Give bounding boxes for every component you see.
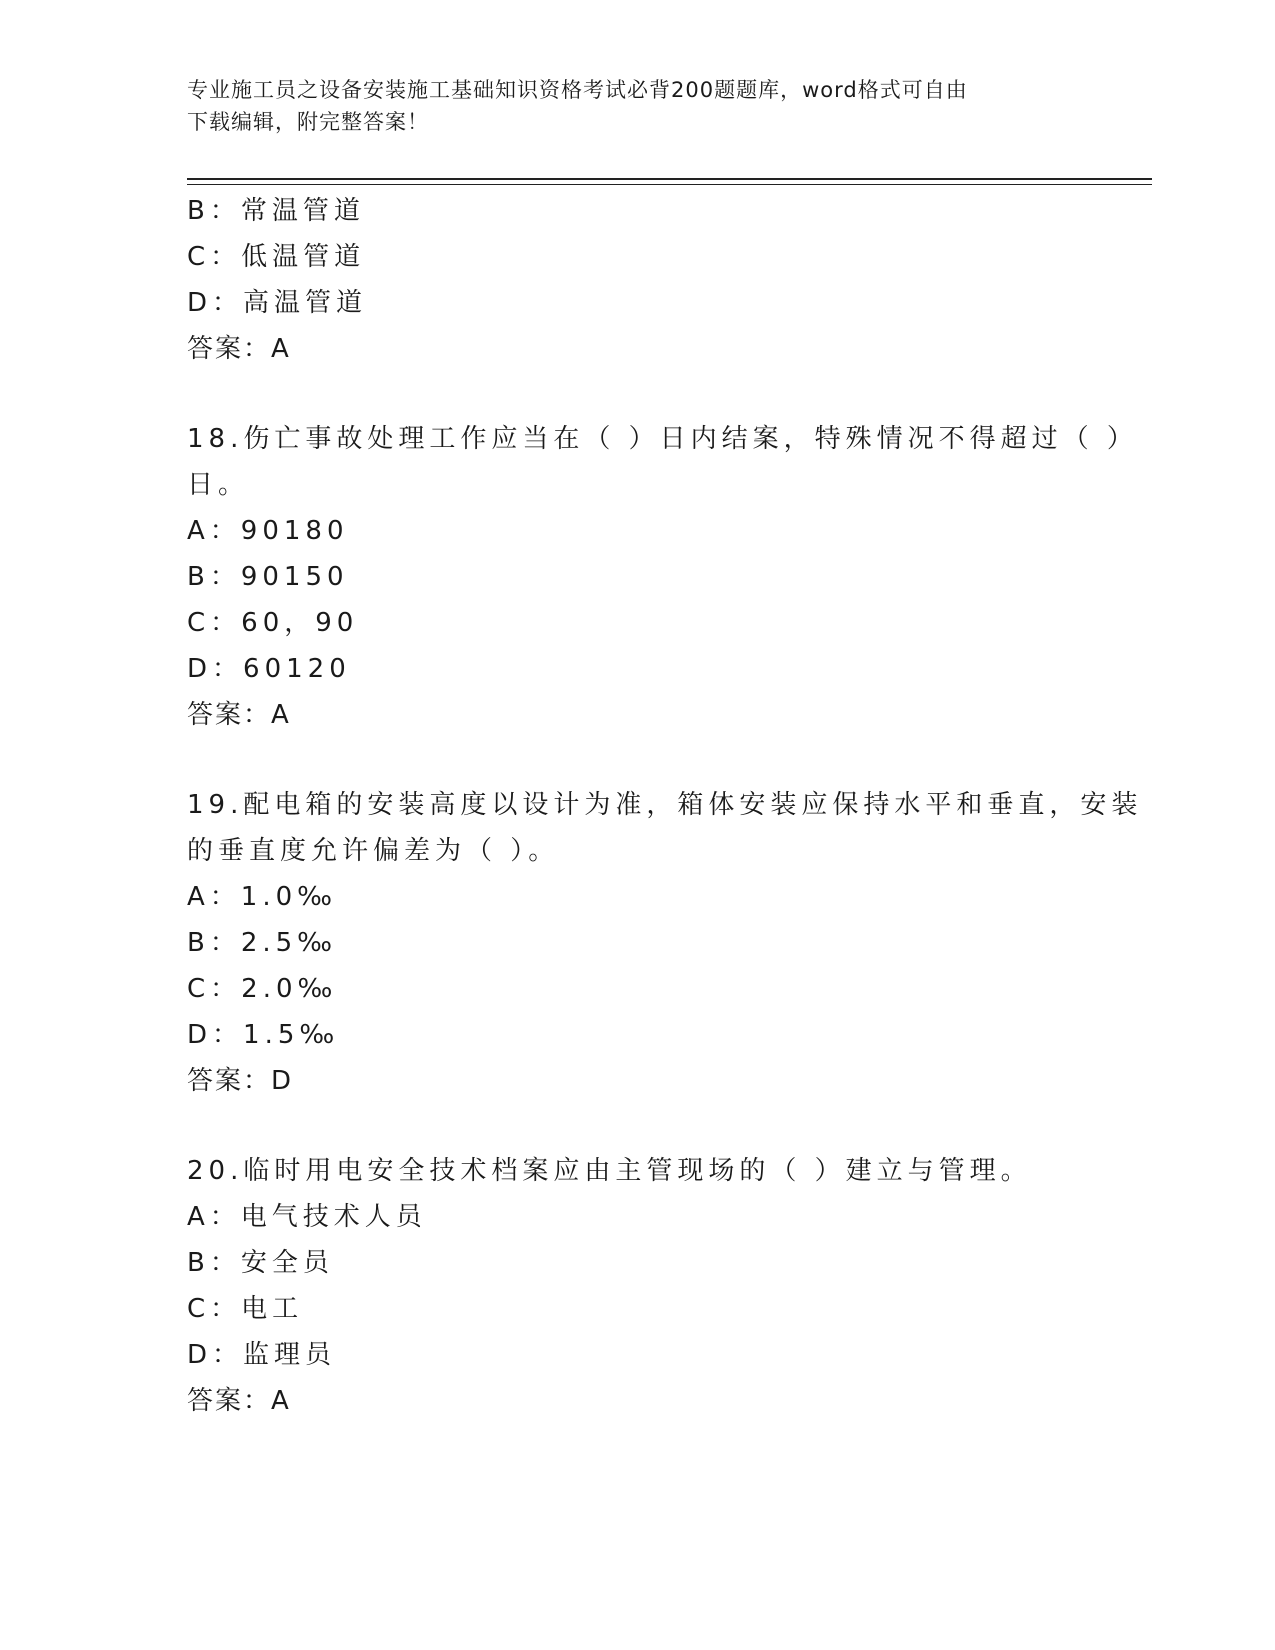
answer: 答案：D: [187, 1066, 294, 1096]
question-stem-cont: 日。: [187, 470, 250, 500]
document-header: [187, 74, 1087, 138]
question-stem: 20.临时用电安全技术档案应由主管现场的（ ）建立与管理。: [187, 1156, 1032, 1186]
question-20: [187, 1148, 1087, 1424]
answer: 答案：A: [187, 1386, 291, 1416]
question-19: [187, 782, 1143, 1104]
option-d: D：60120: [187, 654, 351, 684]
option-d: D：监理员: [187, 1340, 337, 1370]
question-18: [187, 416, 1138, 738]
question-stem-cont: 的垂直度允许偏差为（ ）。: [187, 836, 560, 866]
option-d: D：高温管道: [187, 288, 368, 318]
question-list: [187, 188, 1143, 1424]
option-a: A：1.0‰: [187, 882, 338, 912]
option-a: A：90180: [187, 516, 349, 546]
option-c: C：2.0‰: [187, 974, 338, 1004]
answer: 答案：A: [187, 334, 291, 364]
header-rule-thin: [187, 184, 1152, 185]
option-a: A：电气技术人员: [187, 1202, 427, 1232]
question-17-tail: [187, 188, 1087, 372]
header-line-1: 专业施工员之设备安装施工基础知识资格考试必背200题题库，word格式可自由: [187, 78, 968, 102]
option-d: D：1.5‰: [187, 1020, 340, 1050]
option-b: B：90150: [187, 562, 349, 592]
question-stem: 19.配电箱的安装高度以设计为准，箱体安装应保持水平和垂直，安装: [187, 790, 1143, 820]
answer: 答案：A: [187, 700, 291, 730]
header-line-2: 下载编辑，附完整答案！: [187, 110, 429, 134]
option-b: B：常温管道: [187, 196, 365, 226]
option-c: C：60，90: [187, 608, 359, 638]
option-c: C：电工: [187, 1294, 304, 1324]
question-stem: 18.伤亡事故处理工作应当在（ ）日内结案，特殊情况不得超过（ ）: [187, 424, 1138, 454]
header-rule-thick: [187, 178, 1152, 180]
option-b: B：2.5‰: [187, 928, 338, 958]
option-b: B：安全员: [187, 1248, 334, 1278]
option-c: C：低温管道: [187, 242, 366, 272]
